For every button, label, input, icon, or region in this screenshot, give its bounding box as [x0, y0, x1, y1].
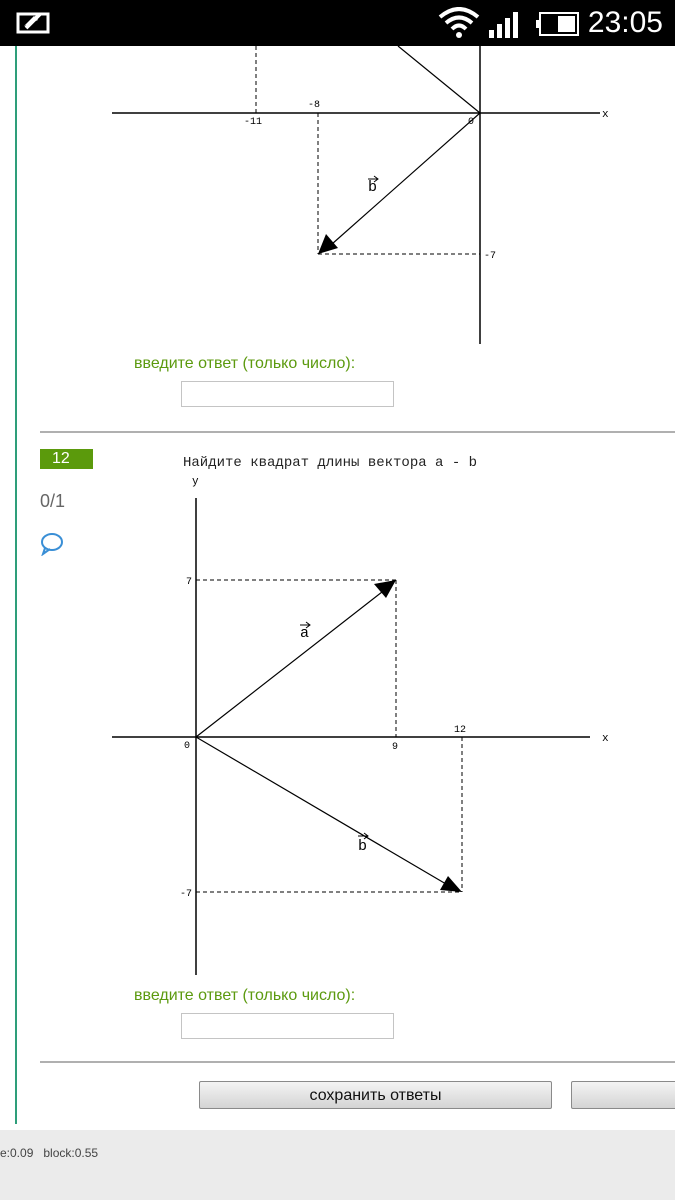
vector-a: [196, 592, 382, 737]
question-12-answer-input[interactable]: [181, 1013, 394, 1039]
vector-b-label: b: [358, 838, 368, 855]
question-12-prompt: введите ответ (только число):: [134, 987, 356, 1004]
comment-icon[interactable]: [40, 532, 64, 561]
tick-x-9: 9: [392, 742, 399, 753]
tick-origin: 0: [184, 741, 191, 752]
vector-b: [196, 737, 446, 884]
footer-stats: e:0.09 block:0.55: [0, 1146, 99, 1160]
clock: 23:05: [587, 6, 663, 39]
question-11-graph: [100, 46, 630, 351]
tick-x-12: 12: [454, 725, 467, 736]
vector-b-arrowhead: [318, 234, 338, 254]
axis-label-x: x: [602, 733, 609, 745]
question-11-prompt: введите ответ (только число):: [134, 355, 356, 372]
tick-y-7: 7: [186, 577, 193, 588]
save-answers-button[interactable]: сохранить ответы: [199, 1081, 552, 1109]
question-score: 0/1: [40, 491, 66, 511]
status-bar: [0, 0, 675, 46]
question-12-text: Найдите квадрат длины вектора a - b: [183, 455, 478, 471]
vector-b-label: b: [368, 179, 378, 196]
tick-x-11: -11: [244, 117, 263, 128]
tick-y-neg7: -7: [180, 889, 193, 900]
signal-icon: [488, 10, 526, 43]
axis-label-x: x: [602, 109, 609, 121]
divider: [40, 1061, 675, 1063]
vector-b: [332, 113, 480, 244]
vector-b-arrowhead: [440, 876, 462, 892]
question-11-answer-input[interactable]: [181, 381, 394, 407]
screenshot-icon: [16, 8, 52, 41]
axis-label-y: y: [192, 476, 199, 488]
footer: [0, 1130, 675, 1200]
tick-x-8: -8: [308, 100, 321, 111]
left-border: [15, 46, 17, 1124]
tick-origin: 0: [468, 117, 475, 128]
question-number-badge: 12: [40, 449, 93, 469]
divider: [40, 431, 675, 433]
battery-icon: [536, 12, 580, 41]
secondary-button[interactable]: [571, 1081, 675, 1109]
question-12-graph: [100, 470, 620, 980]
wifi-icon: [438, 7, 480, 44]
tick-y-7: -7: [484, 251, 497, 262]
vector-a-label: a: [300, 625, 310, 642]
